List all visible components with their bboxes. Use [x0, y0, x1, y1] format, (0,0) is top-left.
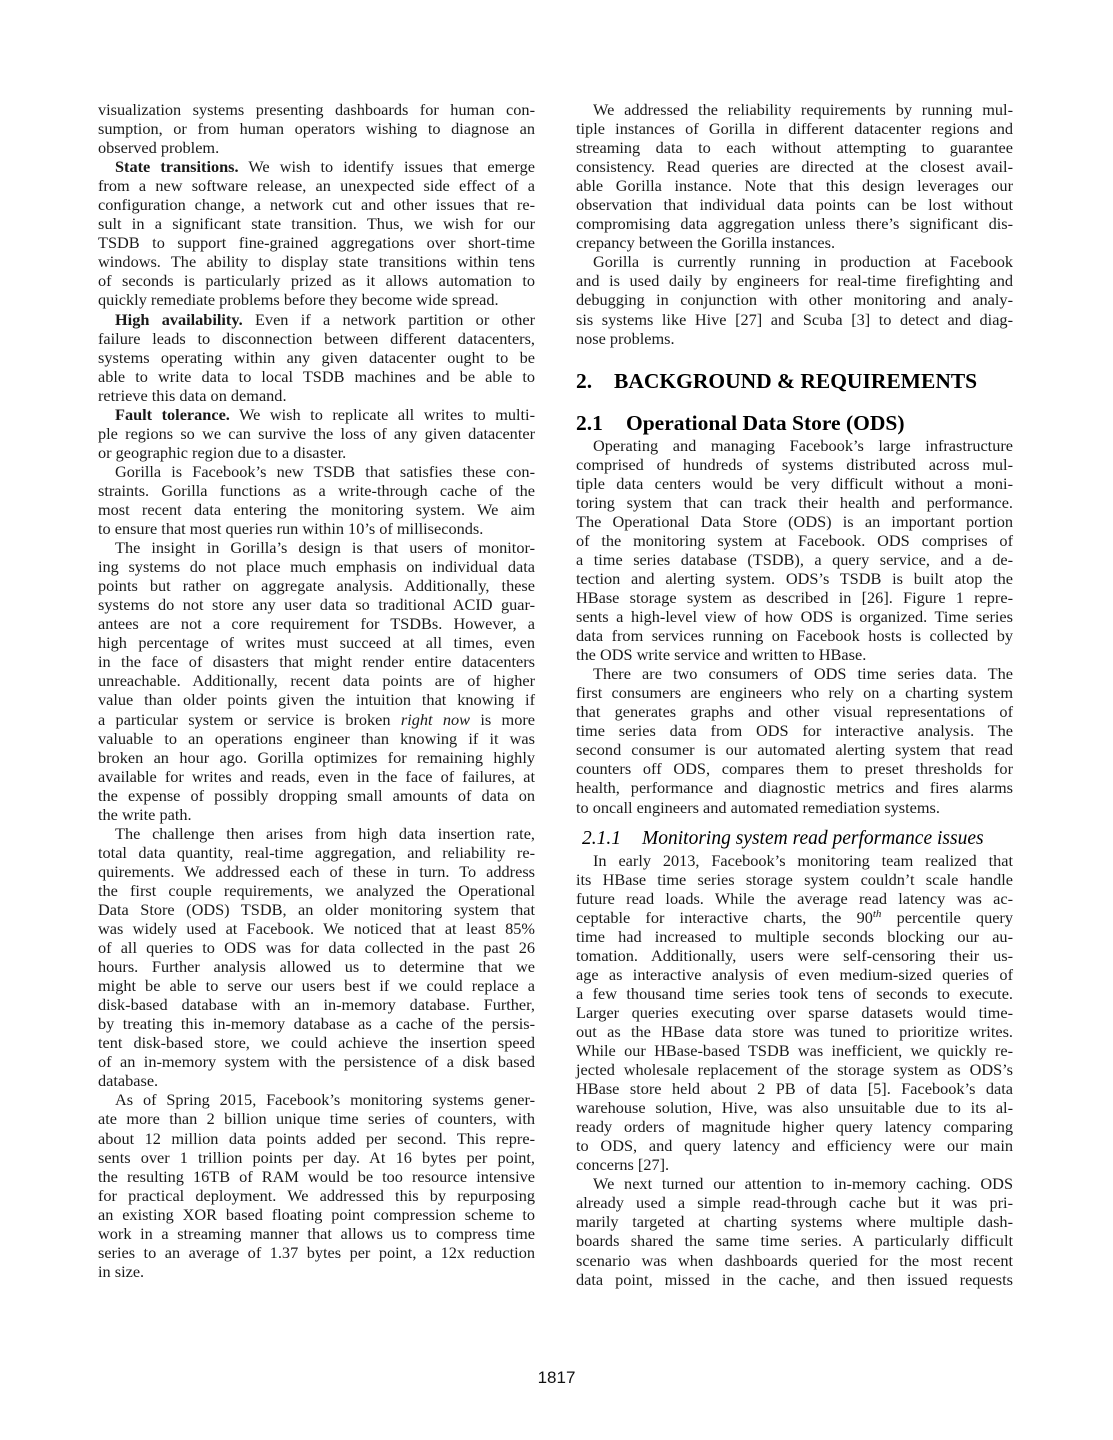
text-span: We wish to replicate all writes to multi- — [229, 404, 535, 424]
text-line: ple regions so we can survive the loss of any given datacenter — [98, 423, 535, 443]
text-line: first consumers are engineers who rely on a charting system — [576, 683, 1013, 703]
paragraph-lines — [98, 729, 535, 824]
paragraph-lines — [98, 176, 535, 309]
text-line: The Operational Data Store (ODS) is an important portion — [576, 511, 1013, 531]
text-line: configuration change, a network cut and other issues that re- — [98, 195, 535, 215]
text-line: failure leads to disconnection between different datacenters, — [98, 328, 535, 348]
paragraph-early-2013 — [576, 851, 1013, 1175]
text-line: concerns [27]. — [576, 1155, 670, 1175]
paragraph-consumers — [576, 664, 1013, 816]
text-line: about 12 million data points added per second. This repre- — [98, 1128, 535, 1148]
text-line: from a new software release, an unexpected side effect of a — [98, 176, 535, 196]
text-line: its HBase time series storage system couldn’t scale handle — [576, 869, 1013, 889]
text-line: TSDB to support fine-grained aggregations over short-time — [98, 233, 535, 253]
paragraph-ods — [576, 436, 1013, 665]
text-line: already used a simple read-through cache but it was pri- — [576, 1193, 1013, 1213]
left-column — [98, 100, 535, 1281]
subsection-title: Operational Data Store (ODS) — [626, 410, 905, 435]
text-line: unreachable. Additionally, recent data points are of higher — [98, 671, 535, 691]
text-line: scenario was when dashboards queried for the most recent — [576, 1250, 1013, 1270]
text-line: in size. — [98, 1261, 145, 1281]
text-line: was widely used at Facebook. We noticed that at least 85% — [98, 919, 535, 939]
text-line: high percentage of writes must succeed at all times, even — [98, 633, 535, 653]
text-line: retrieve this data on demand. — [98, 385, 287, 405]
text-line: antees are not a core requirement for TSDBs. However, a — [98, 614, 535, 634]
paragraph-lines — [576, 927, 1013, 1175]
text-line: sumption, or from human operators wishing to diagnose an — [98, 119, 535, 139]
text-line: tiple data centers would be very difficult without a moni- — [576, 473, 1013, 493]
text-line: debugging in conjunction with other monitoring and analy- — [576, 290, 1013, 310]
text-line: that generates graphs and other visual representations of — [576, 702, 1013, 722]
text-line — [98, 710, 535, 729]
text-span: is more — [470, 709, 535, 729]
text-line: We next turned our attention to in-memory caching. ODS — [593, 1174, 1013, 1194]
text-line: of an in-memory system with the persistence of a disk based — [98, 1052, 535, 1072]
text-line: ready orders of magnitude higher query latency comparing — [576, 1117, 1013, 1137]
text-line: tiple instances of Gorilla in different datacenter regions and — [576, 119, 1013, 139]
text-line: and is used daily by engineers for real-time firefighting and — [576, 271, 1013, 291]
text-line: comprised of hundreds of systems distributed across mul- — [576, 454, 1013, 474]
subsection-number: 2.1 — [576, 410, 603, 435]
text-line: sents over 1 trillion points per day. At 16 bytes per point, — [98, 1147, 535, 1167]
paragraph-fault-tolerance — [98, 405, 535, 462]
text-line: for practical deployment. We addressed this by repurposing — [98, 1185, 535, 1205]
text-line: of the monitoring system at Facebook. ODS comprises of — [576, 530, 1013, 550]
text-line: We addressed the reliability requirements by running mul- — [593, 100, 1013, 119]
subsection-heading-ods — [576, 410, 1013, 436]
text-line: by treating this in-memory database as a cache of the persis- — [98, 1014, 535, 1034]
text-line: the resulting 16TB of RAM would be too resource intensive — [98, 1166, 535, 1186]
text-line: time series data from ODS for interactive analysis. The — [576, 721, 1013, 741]
text-line: total data quantity, real-time aggregation, and reliability re- — [98, 842, 535, 862]
text-line: visualization systems presenting dashboards for human con- — [98, 100, 535, 119]
text-line: a few thousand time series took tens of seconds to execute. — [576, 983, 1013, 1003]
text-line: work in a streaming manner that allows us to compress time — [98, 1223, 535, 1243]
text-line: of seconds is particularly prized as it allows automation to — [98, 271, 535, 291]
paragraph-lines — [576, 851, 1013, 908]
text-line: health, performance and diagnostic metrics and fires alarms — [576, 778, 1013, 798]
text-line: to ensure that most queries run within 10’s of milliseconds. — [98, 519, 484, 539]
text-line: Operating and managing Facebook’s large infrastructure — [593, 435, 1013, 455]
text-line: sis systems like Hive [27] and Scuba [3] to detect and diag- — [576, 309, 1013, 329]
text-line — [98, 310, 535, 329]
text-line: valuable to an operations engineer than knowing if it was — [98, 728, 535, 748]
paragraph-insight — [98, 538, 535, 824]
text-line: windows. The ability to display state transitions within tens — [98, 252, 535, 272]
text-line: crepancy between the Gorilla instances. — [576, 233, 836, 253]
text-line: ing systems do not place much emphasis on individual data — [98, 557, 535, 577]
text-line: second consumer is our automated alerting system that read — [576, 740, 1013, 760]
text-line: observed problem. — [98, 138, 220, 158]
text-span: percentile query — [881, 907, 1013, 927]
text-line: Data Store (ODS) TSDB, an older monitoring system that — [98, 899, 535, 919]
text-line: hours. Further analysis allowed us to determine that we — [98, 957, 535, 977]
text-line: most recent data entering the monitoring system. We aim — [98, 499, 535, 519]
emphasis-right-now: right now — [400, 709, 471, 729]
paragraph-caching — [576, 1174, 1013, 1288]
page-number: 1817 — [537, 1368, 576, 1387]
paragraph-gorilla-intro — [98, 462, 535, 538]
text-line: boards shared the same time series. A particularly difficult — [576, 1231, 1013, 1251]
text-line: consistency. Read queries are directed at the closest avail- — [576, 157, 1013, 177]
text-line: tomation. Additionally, users were self-censoring their us- — [576, 945, 1013, 965]
text-line: the first couple requirements, we analyzed the Operational — [98, 880, 535, 900]
text-line: to oncall engineers and automated remediation systems. — [576, 797, 940, 817]
run-in-heading-fault-tolerance: Fault tolerance. — [115, 404, 230, 424]
paragraph-intro-continued — [98, 100, 535, 157]
text-line: the write path. — [98, 804, 192, 824]
paragraph-spring-2015 — [98, 1090, 535, 1280]
text-line: sult in a significant state transition. Thus, we wish for our — [98, 214, 535, 234]
text-line: data point, missed in the cache, and then issued requests — [576, 1269, 1013, 1289]
text-line: In early 2013, Facebook’s monitoring team realized that — [593, 850, 1013, 870]
text-line — [576, 908, 1013, 927]
text-line: There are two consumers of ODS time series data. The — [593, 664, 1013, 684]
text-line: quirements. We addressed each of these in turn. To address — [98, 861, 535, 881]
text-line: ate more than 2 billion unique time series of counters, with — [98, 1109, 535, 1129]
text-line: observation that individual data points can be lost without — [576, 195, 1013, 215]
paragraph-high-availability — [98, 310, 535, 405]
right-column — [576, 100, 1013, 1289]
text-line — [98, 405, 535, 424]
text-line: Gorilla is currently running in production at Facebook — [593, 252, 1013, 272]
run-in-heading-state-transitions: State transitions. — [115, 157, 239, 177]
paragraph-production — [576, 252, 1013, 347]
text-line: counters off ODS, compares them to preset thresholds for — [576, 759, 1013, 779]
text-line: tent disk-based store, we could achieve the insertion speed — [98, 1033, 535, 1053]
text-line: systems operating within any given datacenter ought to be — [98, 347, 535, 367]
text-line: value than older points given the intuition that knowing if — [98, 690, 535, 710]
text-line: quickly remediate problems before they become wide spread. — [98, 290, 499, 310]
text-line: database. — [98, 1071, 159, 1091]
text-span: a particular system or service is broken — [98, 709, 401, 729]
text-line: an existing XOR based floating point compression scheme to — [98, 1204, 535, 1224]
text-line: points but rather on aggregate analysis. Additionally, these — [98, 576, 535, 596]
paragraph-lines — [98, 538, 535, 709]
text-line: While our HBase-based TSDB was inefficient, we quickly re- — [576, 1041, 1013, 1061]
text-line: tection and alerting system. ODS’s TSDB is built atop the — [576, 568, 1013, 588]
text-line: broken an hour ago. Gorilla optimizes for remaining highly — [98, 747, 535, 767]
section-title: BACKGROUND & REQUIREMENTS — [614, 368, 978, 393]
text-line: future read loads. While the average read latency was ac- — [576, 888, 1013, 908]
text-line: to ODS, and query latency and efficiency were our main — [576, 1136, 1013, 1156]
paragraph-challenge — [98, 824, 535, 1091]
text-line: series to an average of 1.37 bytes per point, a 12x reduction — [98, 1242, 535, 1262]
text-line: of all queries to ODS was for data collected in the past 26 — [98, 938, 535, 958]
section-number: 2. — [576, 368, 593, 393]
text-line: the expense of possibly dropping small amounts of data on — [98, 785, 535, 805]
text-line: Larger queries executing over sparse datasets would time- — [576, 1002, 1013, 1022]
text-line: marily targeted at charting systems where multiple dash- — [576, 1212, 1013, 1232]
text-line: in the face of disasters that might render entire datacenters — [98, 652, 535, 672]
text-line: The challenge then arises from high data insertion rate, — [115, 823, 535, 843]
text-span: Even if a network partition or other — [242, 309, 536, 329]
text-line: time had increased to multiple seconds blocking our au- — [576, 926, 1013, 946]
text-line: Gorilla is Facebook’s new TSDB that satisfies these con- — [115, 461, 535, 481]
text-span: We wish to identify issues that emerge — [238, 157, 535, 177]
text-line: age as interactive analysis of even medium-sized queries of — [576, 964, 1013, 984]
text-line: available for writes and reads, even in the face of failures, at — [98, 766, 535, 786]
text-line: out as the HBase data store was tuned to prioritize writes. — [576, 1021, 1013, 1041]
text-line: streaming data to each without attempting to guarantee — [576, 138, 1013, 158]
text-line: might be able to serve our users best if we could replace a — [98, 976, 535, 996]
paragraph-lines — [98, 329, 535, 405]
text-line: compromising data aggregation unless there’s significant dis- — [576, 214, 1013, 234]
text-line: As of Spring 2015, Facebook’s monitoring systems gener- — [115, 1090, 535, 1110]
text-line: The insight in Gorilla’s design is that users of monitor- — [115, 538, 535, 558]
text-line: the ODS write service and written to HBase. — [576, 645, 867, 665]
text-line: a time series database (TSDB), a query service, and a de- — [576, 549, 1013, 569]
text-line: or geographic region due to a disaster. — [98, 442, 347, 462]
text-line: warehouse solution, Hive, was also unsuitable due to its al- — [576, 1098, 1013, 1118]
superscript-th: th — [872, 907, 882, 920]
text-line: HBase store held about 2 PB of data [5]. Facebook’s data — [576, 1079, 1013, 1099]
text-line: able to write data to local TSDB machines and be able to — [98, 366, 535, 386]
section-heading-background — [576, 368, 1013, 394]
subsubsection-title: Monitoring system read performance issues — [642, 827, 984, 849]
text-span: ceptable for interactive charts, the 90 — [576, 907, 873, 927]
text-line: nose problems. — [576, 328, 675, 348]
subsubsection-heading-read-performance — [576, 827, 1013, 851]
text-line: disk-based database with an in-memory database. Further, — [98, 995, 535, 1015]
paragraph-state-transitions — [98, 157, 535, 309]
paragraph-reliability — [576, 100, 1013, 252]
text-line: able Gorilla instance. Note that this design leverages our — [576, 176, 1013, 196]
text-line: data from services running on Facebook hosts is collected by — [576, 626, 1013, 646]
text-line: HBase storage system as described in [26]. Figure 1 repre- — [576, 587, 1013, 607]
text-line: toring system that can track their health and performance. — [576, 492, 1013, 512]
text-line: straints. Gorilla functions as a write-through cache of the — [98, 480, 535, 500]
subsubsection-number: 2.1.1 — [582, 827, 621, 849]
text-line: sents a high-level view of how ODS is organized. Time series — [576, 607, 1013, 627]
text-line: systems do not store any user data so traditional ACID guar- — [98, 595, 535, 615]
run-in-heading-high-availability: High availability. — [115, 309, 243, 329]
paragraph-lines — [98, 424, 535, 462]
text-line: jected wholesale replacement of the storage system as ODS’s — [576, 1060, 1013, 1080]
text-line — [98, 157, 535, 176]
